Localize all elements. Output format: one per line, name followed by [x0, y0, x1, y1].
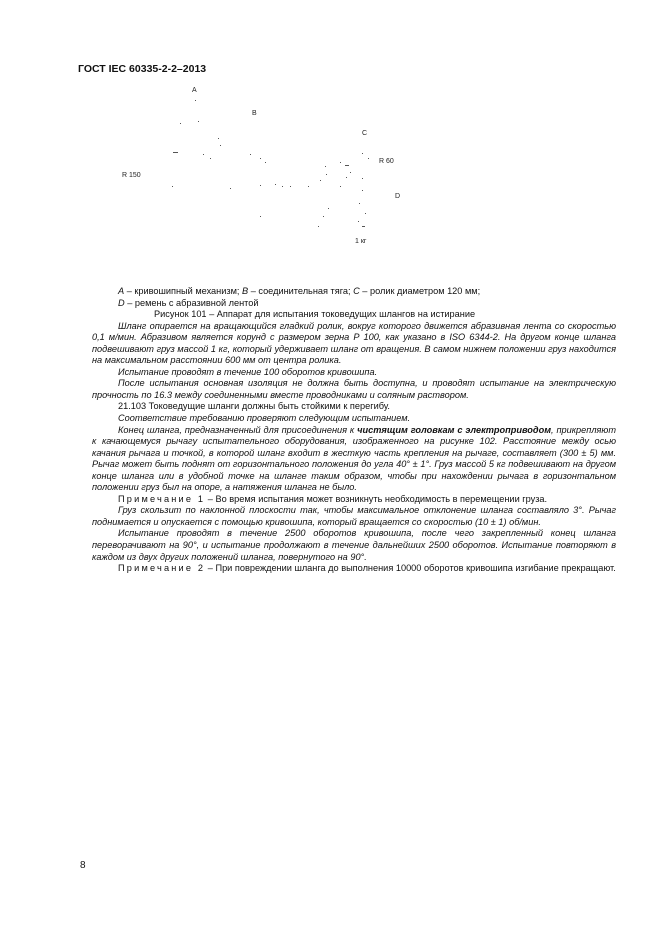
paragraph-weight-slides: Груз скользит по наклонной плоскости так, чтобы максимальное отклонение шланга составляло 3°. Рычаг поднимается и опускается с помощью кривошипа, который вращается со скоростью (10 ± 1) об/мин.: [92, 505, 616, 527]
hose-end-bold-term: чистящим головкам с электроприводом: [357, 424, 551, 435]
label-a: A: [192, 87, 197, 94]
legend-a-key: A: [118, 286, 125, 296]
legend-c-text: – ролик диаметром 120 мм;: [359, 286, 481, 296]
label-r150: R 150: [122, 172, 141, 179]
legend-d-key: D: [118, 297, 125, 308]
figure-legend-line-2: [92, 298, 616, 310]
paragraph-after-test: После испытания основная изоляция не должна быть доступна, и проводят испытание на электрическую прочность по 16.3 между соединенными вместе проводниками и соляным раствором.: [92, 378, 616, 400]
legend-c-key: C: [353, 286, 360, 296]
hose-end-text-b: , прикрепляют к качающемуся рычагу испытательного оборудования, изображенного на рисунке 102. Расстояние между осью качания рычага и точкой, в которой шланг входит в жесткую часть крепления на рычаге, составляет (300 ± 5) мм. Рычаг может быть поднят от горизонтального положения до угла 40° ± 1°. Груз массой 5 кг подвешивают на другом конце шланга или в удобной точке на шланге таким образом, чтобы при нахождении рычага в горизонтальном положении груз был на опоре, а натяжения шланга не было.: [92, 424, 616, 493]
label-d: D: [395, 193, 401, 200]
note-1-text: – Во время испытания может возникнуть необходимость в перемещении груза.: [205, 493, 548, 504]
paragraph-test-100: Испытание проводят в течение 100 оборотов кривошипа.: [118, 366, 378, 377]
label-r60: R 60: [379, 158, 394, 165]
note-1-label: Примечание 1: [118, 493, 206, 504]
document-body: [92, 286, 616, 575]
paragraph-hose-end: [92, 425, 616, 494]
page-number: 8: [80, 860, 86, 871]
label-b: B: [252, 110, 257, 117]
paragraph-compliance: Соответствие требованию проверяют следующим испытанием.: [118, 413, 411, 424]
apparatus-sketch: [100, 78, 570, 278]
paragraph-hose-roller: Шланг опирается на вращающийся гладкий ролик, вокруг которого движется абразивная лента со скоростью 0,1 м/мин. Абразивом является корунд с размером зерна Р 100, как указано в ISO 6344-2. На другом конце шланга подвешивают груз массой 1 кг, который удерживает шланг от вращения. В самом нижнем положении груз находится на максимальном расстоянии 600 мм от центра ролика.: [92, 320, 616, 366]
figure-101-drawing: [100, 78, 570, 278]
clause-21-103: 21.103 Токоведущие шланги должны быть стойкими к перегибу.: [118, 401, 390, 412]
note-1: [92, 494, 616, 506]
legend-b-key: B: [242, 286, 249, 296]
legend-a-text: – кривошипный механизм;: [124, 286, 243, 296]
label-c: C: [362, 130, 368, 137]
note-2-text: – При повреждении шланга до выполнения 10000 оборотов кривошипа изгибание прекращают.: [205, 563, 616, 574]
label-weight: 1 кг: [355, 238, 367, 245]
faded-drawing-dots: [172, 100, 369, 227]
document-header: ГОСТ IEC 60335-2-2–2013: [78, 63, 207, 75]
figure-caption: Рисунок 101 – Аппарат для испытания токоведущих шлангов на истирание: [154, 309, 476, 320]
legend-b-text: – соединительная тяга;: [248, 286, 354, 296]
legend-d-text: – ремень с абразивной лентой: [124, 297, 259, 308]
figure-legend-line-1: [92, 286, 616, 298]
paragraph-test-2500: Испытание проводят в течение 2500 оборотов кривошипа, после чего закрепленный конец шланга переворачивают на 90°, и испытание продолжают в течение дальнейших 2500 оборотов. Испытание повторяют в каждом из двух других положений шланга, повернутого на 90°.: [92, 528, 616, 562]
hose-end-text-a: Конец шланга, предназначенный для присоединения к: [118, 424, 358, 435]
note-2-label: Примечание 2: [118, 563, 206, 574]
note-2: [92, 563, 616, 575]
